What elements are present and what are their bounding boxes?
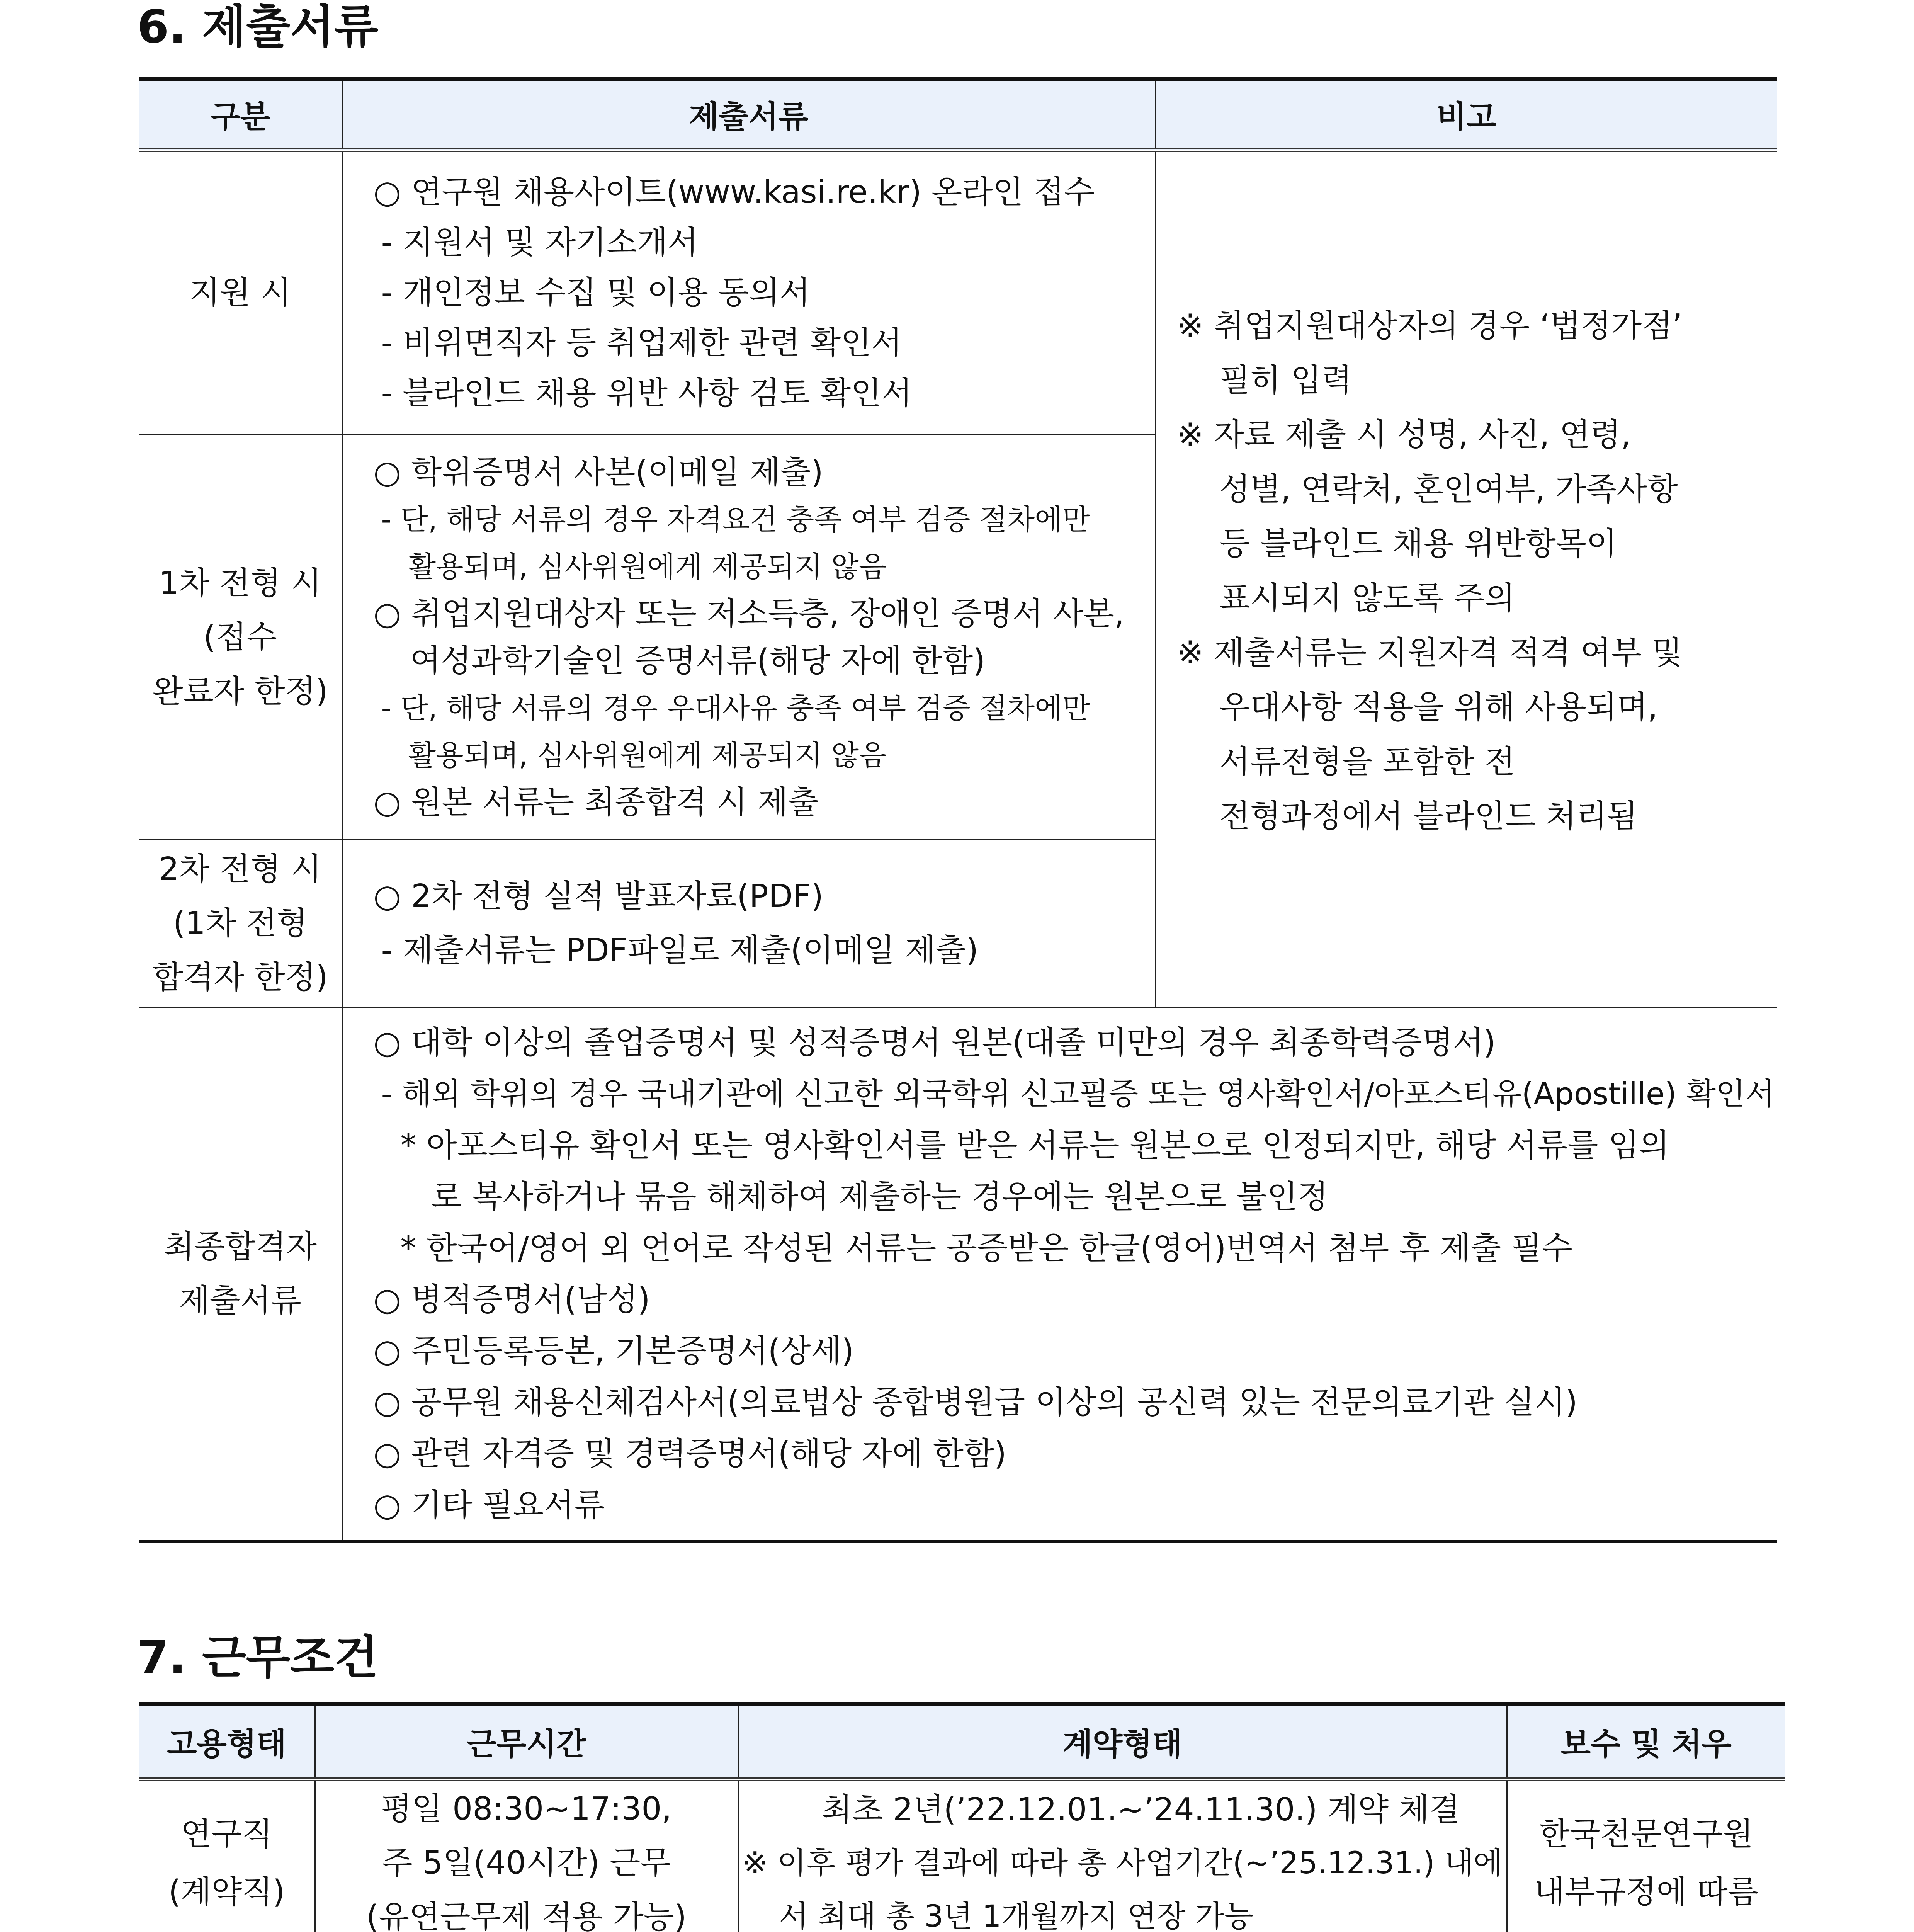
list-item: * 아포스티유 확인서 또는 영사확인서를 받은 서류는 원본으로 인정되지만, 해당 서류를 임의 (400, 1127, 1670, 1164)
section-6-title: 6. 제출서류 (137, 0, 378, 53)
list-item: - 단, 해당 서류의 경우 자격요건 충족 여부 검증 절차에만 (381, 503, 1090, 536)
employment-type: 연구직 (계약직) (139, 1779, 315, 1932)
list-item: ○ 주민등록등본, 기본증명서(상세) (373, 1332, 854, 1369)
work-hours: 평일 08:30~17:30, 주 5일(40시간) 근무 (유연근무제 적용 가능) (315, 1779, 738, 1932)
remark-line: ※ 취업지원대상자의 경우 ‘법정가점’ (1177, 307, 1683, 344)
list-item: - 블라인드 채용 위반 사항 검토 확인서 (381, 375, 912, 412)
list-item: ○ 대학 이상의 졸업증명서 및 성적증명서 원본(대졸 미만의 경우 최종학력증명서) (373, 1024, 1496, 1061)
list-item: ○ 2차 전형 실적 발표자료(PDF) (373, 878, 824, 915)
remark-line: 우대사항 적용을 위해 사용되며, (1219, 689, 1658, 726)
documents-first-round (342, 435, 1155, 840)
list-item: 활용되며, 심사위원에게 제공되지 않음 (408, 550, 887, 583)
remark-line: 표시되지 않도록 주의 (1219, 580, 1515, 617)
remark-line: 성별, 연락처, 혼인여부, 가족사항 (1219, 471, 1678, 508)
section-7-title: 7. 근무조건 (137, 1631, 378, 1684)
remark-line: 필히 입력 (1219, 362, 1352, 399)
list-item: ○ 관련 자격증 및 경력증명서(해당 자에 한함) (373, 1435, 1007, 1472)
remark-line: 전형과정에서 블라인드 처리됨 (1219, 798, 1638, 835)
contract-type: 최초 2년(’22.12.01.~’24.11.30.) 계약 체결 ※ 이후 평가 결과에 따라 총 사업기간(~’25.12.31.) 내에 서 최대 총 3년 1개월까지 연장 가능 (738, 1779, 1507, 1932)
documents-second-round (342, 840, 1155, 1007)
documents-application (342, 150, 1155, 435)
header-contract: 계약형태 (738, 1704, 1507, 1779)
category-final: 최종합격자 제출서류 (139, 1007, 342, 1542)
list-item: ○ 병적증명서(남성) (373, 1281, 650, 1318)
list-item: ○ 취업지원대상자 또는 저소득층, 장애인 증명서 사본, (373, 595, 1125, 632)
list-item: ○ 공무원 채용신체검사서(의료법상 종합병원급 이상의 공신력 있는 전문의료기관 실시) (373, 1384, 1577, 1421)
category-application: 지원 시 (139, 150, 342, 435)
list-item: ○ 기타 필요서류 (373, 1486, 605, 1524)
header-documents: 제출서류 (342, 79, 1155, 150)
list-item: ○ 학위증명서 사본(이메일 제출) (373, 454, 823, 491)
list-item: 여성과학기술인 증명서류(해당 자에 한함) (410, 642, 986, 679)
list-item: ○ 연구원 채용사이트(www.kasi.re.kr) 온라인 접수 (373, 174, 1095, 211)
list-item: 로 복사하거나 묶음 해체하여 제출하는 경우에는 원본으로 불인정 (431, 1178, 1328, 1215)
remark-line: 등 블라인드 채용 위반항목이 (1219, 525, 1617, 562)
list-item: - 제출서류는 PDF파일로 제출(이메일 제출) (381, 932, 979, 969)
header-hours: 근무시간 (315, 1704, 738, 1779)
list-item: 활용되며, 심사위원에게 제공되지 않음 (408, 738, 887, 772)
documents-final (342, 1007, 1777, 1542)
category-second-round: 2차 전형 시 (1차 전형 합격자 한정) (139, 840, 342, 1007)
list-item: * 한국어/영어 외 언어로 작성된 서류는 공증받은 한글(영어)번역서 첨부 후 제출 필수 (400, 1230, 1572, 1267)
header-remarks: 비고 (1155, 79, 1777, 150)
header-category: 구분 (139, 79, 342, 150)
category-first-round: 1차 전형 시 (접수 완료자 한정) (139, 435, 342, 840)
list-item: - 단, 해당 서류의 경우 우대사유 충족 여부 검증 절차에만 (381, 691, 1090, 725)
remark-line: ※ 제출서류는 지원자격 적격 여부 및 (1177, 634, 1683, 671)
work-conditions-table (139, 1702, 1785, 1932)
list-item: ○ 원본 서류는 최종합격 시 제출 (373, 784, 819, 821)
list-item: - 비위면직자 등 취업제한 관련 확인서 (381, 325, 902, 362)
list-item: - 개인정보 수집 및 이용 동의서 (381, 274, 810, 311)
header-pay: 보수 및 처우 (1507, 1704, 1785, 1779)
header-employment: 고용형태 (139, 1704, 315, 1779)
remark-line: 서류전형을 포함한 전 (1219, 743, 1515, 780)
pay-and-benefits: 한국천문연구원 내부규정에 따름 (1507, 1779, 1785, 1932)
documents-table (139, 77, 1777, 1543)
remarks-cell (1155, 150, 1777, 1007)
remark-line: ※ 자료 제출 시 성명, 사진, 연령, (1177, 416, 1631, 453)
list-item: - 지원서 및 자기소개서 (381, 224, 699, 261)
list-item: - 해외 학위의 경우 국내기관에 신고한 외국학위 신고필증 또는 영사확인서/아포스티유(Apostille) 확인서 (381, 1076, 1775, 1112)
